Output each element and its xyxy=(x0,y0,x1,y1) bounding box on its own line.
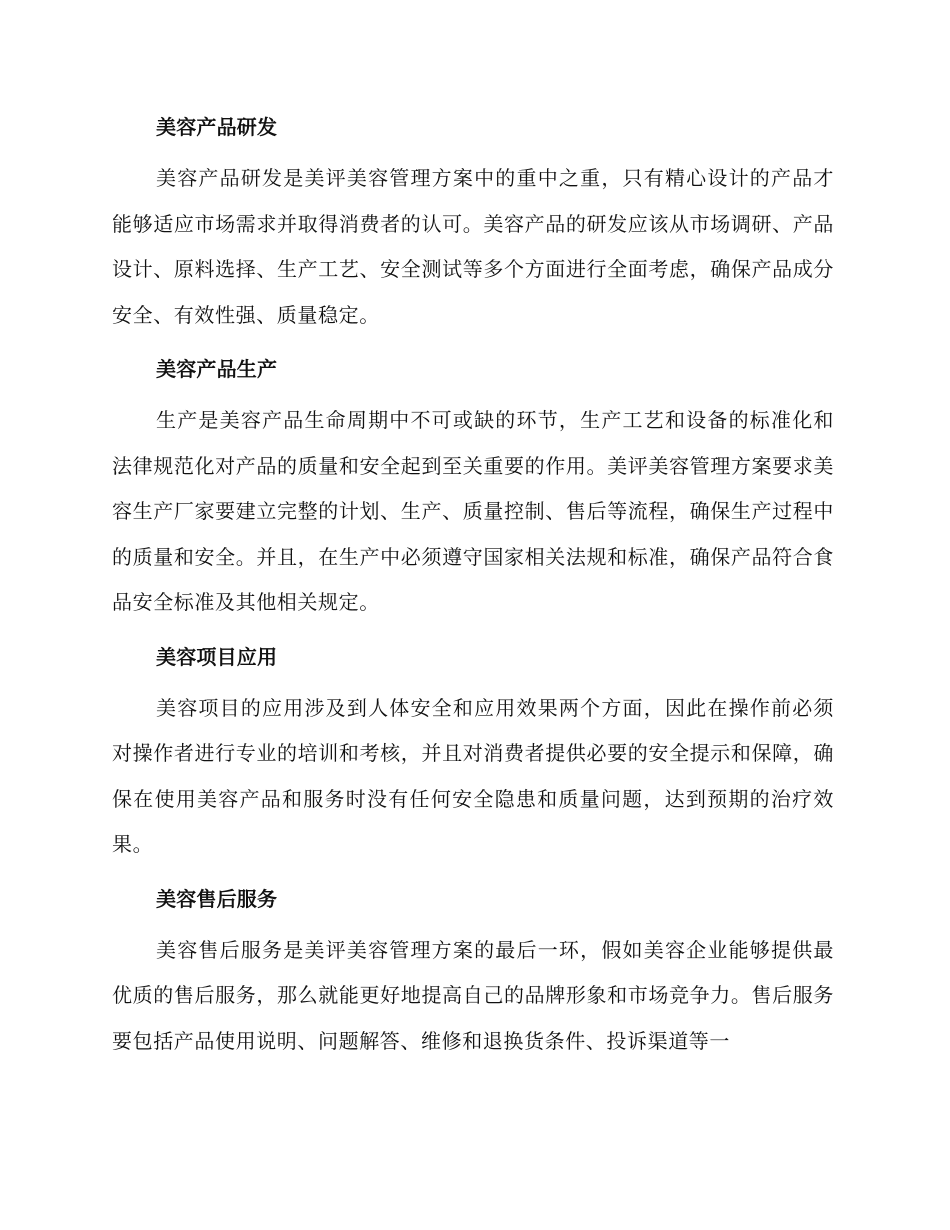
section-heading: 美容售后服务 xyxy=(156,886,278,911)
section-project-application xyxy=(112,640,834,868)
section-paragraph: 美容项目的应用涉及到人体安全和应用效果两个方面，因此在操作前必须对操作者进行专业的培训和考核，并且对消费者提供必要的安全提示和保障，确保在使用美容产品和服务时没有任何安全隐患和质量问题，达到预期的治疗效果。 xyxy=(112,695,834,856)
section-after-sales xyxy=(112,882,834,1065)
section-heading: 美容产品研发 xyxy=(156,115,278,139)
section-paragraph: 美容产品研发是美评美容管理方案中的重中之重，只有精心设计的产品才能够适应市场需求并取得消费者的认可。美容产品的研发应该从市场调研、产品设计、原料选择、生产工艺、安全测试等多个方面进行全面考虑，确保产品成分安全、有效性强、质量稳定。 xyxy=(112,166,834,327)
section-paragraph: 生产是美容产品生命周期中不可或缺的环节，生产工艺和设备的标准化和法律规范化对产品的质量和安全起到至关重要的作用。美评美容管理方案要求美容生产厂家要建立完整的计划、生产、质量控制、售后等流程，确保生产过程中的质量和安全。并且，在生产中必须遵守国家相关法规和标准，确保产品符合食品安全标准及其他相关规定。 xyxy=(112,408,834,614)
section-heading: 美容项目应用 xyxy=(156,644,278,669)
document-body xyxy=(112,110,834,1078)
section-product-production xyxy=(112,352,834,626)
section-paragraph: 美容售后服务是美评美容管理方案的最后一环，假如美容企业能够提供最优质的售后服务，那么就能更好地提高自己的品牌形象和市场竞争力。售后服务要包括产品使用说明、问题解答、维修和退换货条件、投诉渠道等一 xyxy=(112,937,834,1053)
section-product-rnd xyxy=(112,110,834,338)
section-heading: 美容产品生产 xyxy=(156,357,278,381)
